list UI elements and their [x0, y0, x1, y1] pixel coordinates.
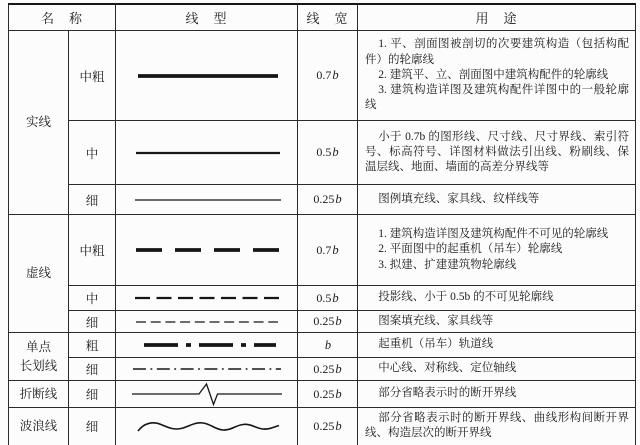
width-number: 0.25 — [313, 418, 335, 433]
width-unit: b — [335, 361, 342, 376]
width-unit: b — [335, 418, 342, 433]
width-number: 0.25 — [313, 386, 335, 401]
table-row — [9, 215, 636, 286]
line-sample-solid-medium-thick — [116, 31, 298, 121]
line-width-value — [298, 408, 358, 445]
line-width-value — [298, 286, 358, 311]
width-unit: b — [324, 337, 332, 352]
width-unit: b — [335, 314, 342, 328]
usage-cell — [358, 215, 636, 286]
usage-item: 部分省略表示时的断开界线、曲线形构间断开界线、构造层次的断开界线 — [365, 411, 630, 440]
usage-cell — [358, 381, 636, 408]
usage-item: 投影线、小于 0.5b 的不可见轮廓线 — [378, 291, 554, 304]
break-line-icon — [116, 381, 298, 407]
width-unit: b — [332, 290, 339, 305]
line-width-value — [298, 311, 358, 333]
usage-cell — [358, 358, 636, 381]
header-usage: 用 途 — [358, 4, 636, 31]
line-sample-dashed-thin — [116, 311, 298, 333]
header-name: 名 称 — [9, 4, 116, 31]
usage-cell — [358, 121, 636, 185]
line-width-value — [298, 185, 358, 215]
width-number: 0.25 — [313, 361, 335, 376]
group-name-break: 折断线 — [9, 381, 69, 408]
usage-cell — [358, 185, 636, 215]
table-row — [9, 286, 636, 311]
usage-item: 3. 拟建、扩建建筑物轮廓线 — [378, 258, 517, 271]
usage-item: 小于 0.7b 的图形线、尺寸线、尺寸界线、索引符号、标高符号、详图材料做法引出线、粉刷线、保温层线、地面、墙面的高差分界线等 — [365, 130, 630, 174]
table-row — [9, 185, 636, 215]
group-name-line2: 长划线 — [19, 358, 58, 373]
wavy-line-icon — [116, 412, 298, 440]
usage-item: 1. 平、剖面图被剖切的次要建筑构造（包括构配件）的轮廓线 — [365, 38, 630, 66]
usage-cell — [358, 333, 636, 358]
line-sample-break — [116, 381, 298, 408]
dashed-medium-line-icon — [116, 288, 298, 308]
dashed-medium-thick-line-icon — [116, 238, 298, 262]
width-number: 0.25 — [313, 314, 335, 328]
line-type-table — [8, 3, 636, 445]
table-row — [9, 381, 636, 408]
width-number: 0.25 — [313, 192, 335, 206]
grade-label: 细 — [69, 358, 116, 381]
line-sample-solid-medium — [116, 121, 298, 185]
grade-label: 中 — [69, 286, 116, 311]
usage-item: 部分省略表示时的断开界线 — [378, 387, 517, 400]
dashed-thin-line-icon — [116, 313, 298, 331]
header-line-width: 线 宽 — [298, 4, 358, 31]
group-name-dashed: 虚线 — [9, 215, 69, 333]
width-number: 0.7 — [316, 68, 332, 82]
usage-item: 起重机（吊车）轨道线 — [378, 338, 494, 351]
width-number: 0.5 — [316, 145, 332, 159]
table-row — [9, 121, 636, 185]
width-unit: b — [332, 242, 339, 257]
width-unit: b — [335, 386, 342, 401]
header-line-type: 线 型 — [116, 4, 298, 31]
grade-label: 中粗 — [69, 215, 116, 286]
grade-label: 粗 — [69, 333, 116, 358]
group-name-line1: 单点 — [25, 339, 51, 354]
table-row — [9, 408, 636, 445]
line-sample-dashed-medium-thick — [116, 215, 298, 286]
line-sample-dash-dot-thin — [116, 358, 298, 381]
grade-label: 细 — [69, 408, 116, 445]
group-name-wavy: 波浪线 — [9, 408, 69, 445]
grade-label: 中 — [69, 121, 116, 185]
width-unit: b — [335, 192, 342, 206]
width-unit: b — [332, 68, 339, 82]
grade-label: 细 — [69, 311, 116, 333]
line-width-value — [298, 121, 358, 185]
width-number: 0.5 — [316, 290, 332, 305]
line-sample-solid-thin — [116, 185, 298, 215]
usage-cell — [358, 408, 636, 445]
usage-cell — [358, 311, 636, 333]
usage-item: 图案填充线、家具线等 — [378, 314, 494, 327]
line-sample-dashed-medium — [116, 286, 298, 311]
solid-medium-thick-line-icon — [116, 64, 298, 88]
usage-item: 2. 建筑平、立、剖面图中建筑构配件的轮廓线 — [378, 68, 609, 81]
usage-cell — [358, 286, 636, 311]
line-width-value — [298, 381, 358, 408]
dash-dot-thin-line-icon — [116, 360, 298, 378]
header-row — [9, 4, 636, 31]
line-sample-dash-dot-thick — [116, 333, 298, 358]
line-sample-wavy — [116, 408, 298, 445]
usage-item: 2. 平面图中的起重机（吊车）轮廓线 — [378, 243, 563, 256]
grade-label: 中粗 — [69, 31, 116, 121]
width-number: 0.7 — [316, 242, 332, 257]
usage-item: 中心线、对称线、定位轴线 — [378, 362, 517, 375]
width-unit: b — [332, 145, 339, 159]
grade-label: 细 — [69, 381, 116, 408]
usage-cell — [358, 31, 636, 121]
table-row — [9, 333, 636, 358]
solid-medium-line-icon — [116, 141, 298, 165]
group-name-dash-dot — [9, 333, 69, 381]
solid-thin-line-icon — [116, 190, 298, 210]
grade-label: 细 — [69, 185, 116, 215]
line-width-value — [298, 333, 358, 358]
usage-item: 图例填充线、家具线、纹样线等 — [378, 192, 540, 205]
usage-item: 3. 建筑构造详图及建筑构配件详图中的一般轮廓线 — [365, 84, 630, 112]
group-name-solid: 实线 — [9, 31, 69, 215]
line-width-value — [298, 358, 358, 381]
line-width-value — [298, 215, 358, 286]
dash-dot-thick-line-icon — [116, 335, 298, 355]
table-row — [9, 311, 636, 333]
table-row — [9, 31, 636, 121]
line-width-value — [298, 31, 358, 121]
usage-item: 1. 建筑构造详图及建筑构配件不可见的轮廓线 — [378, 228, 609, 241]
table-row — [9, 358, 636, 381]
